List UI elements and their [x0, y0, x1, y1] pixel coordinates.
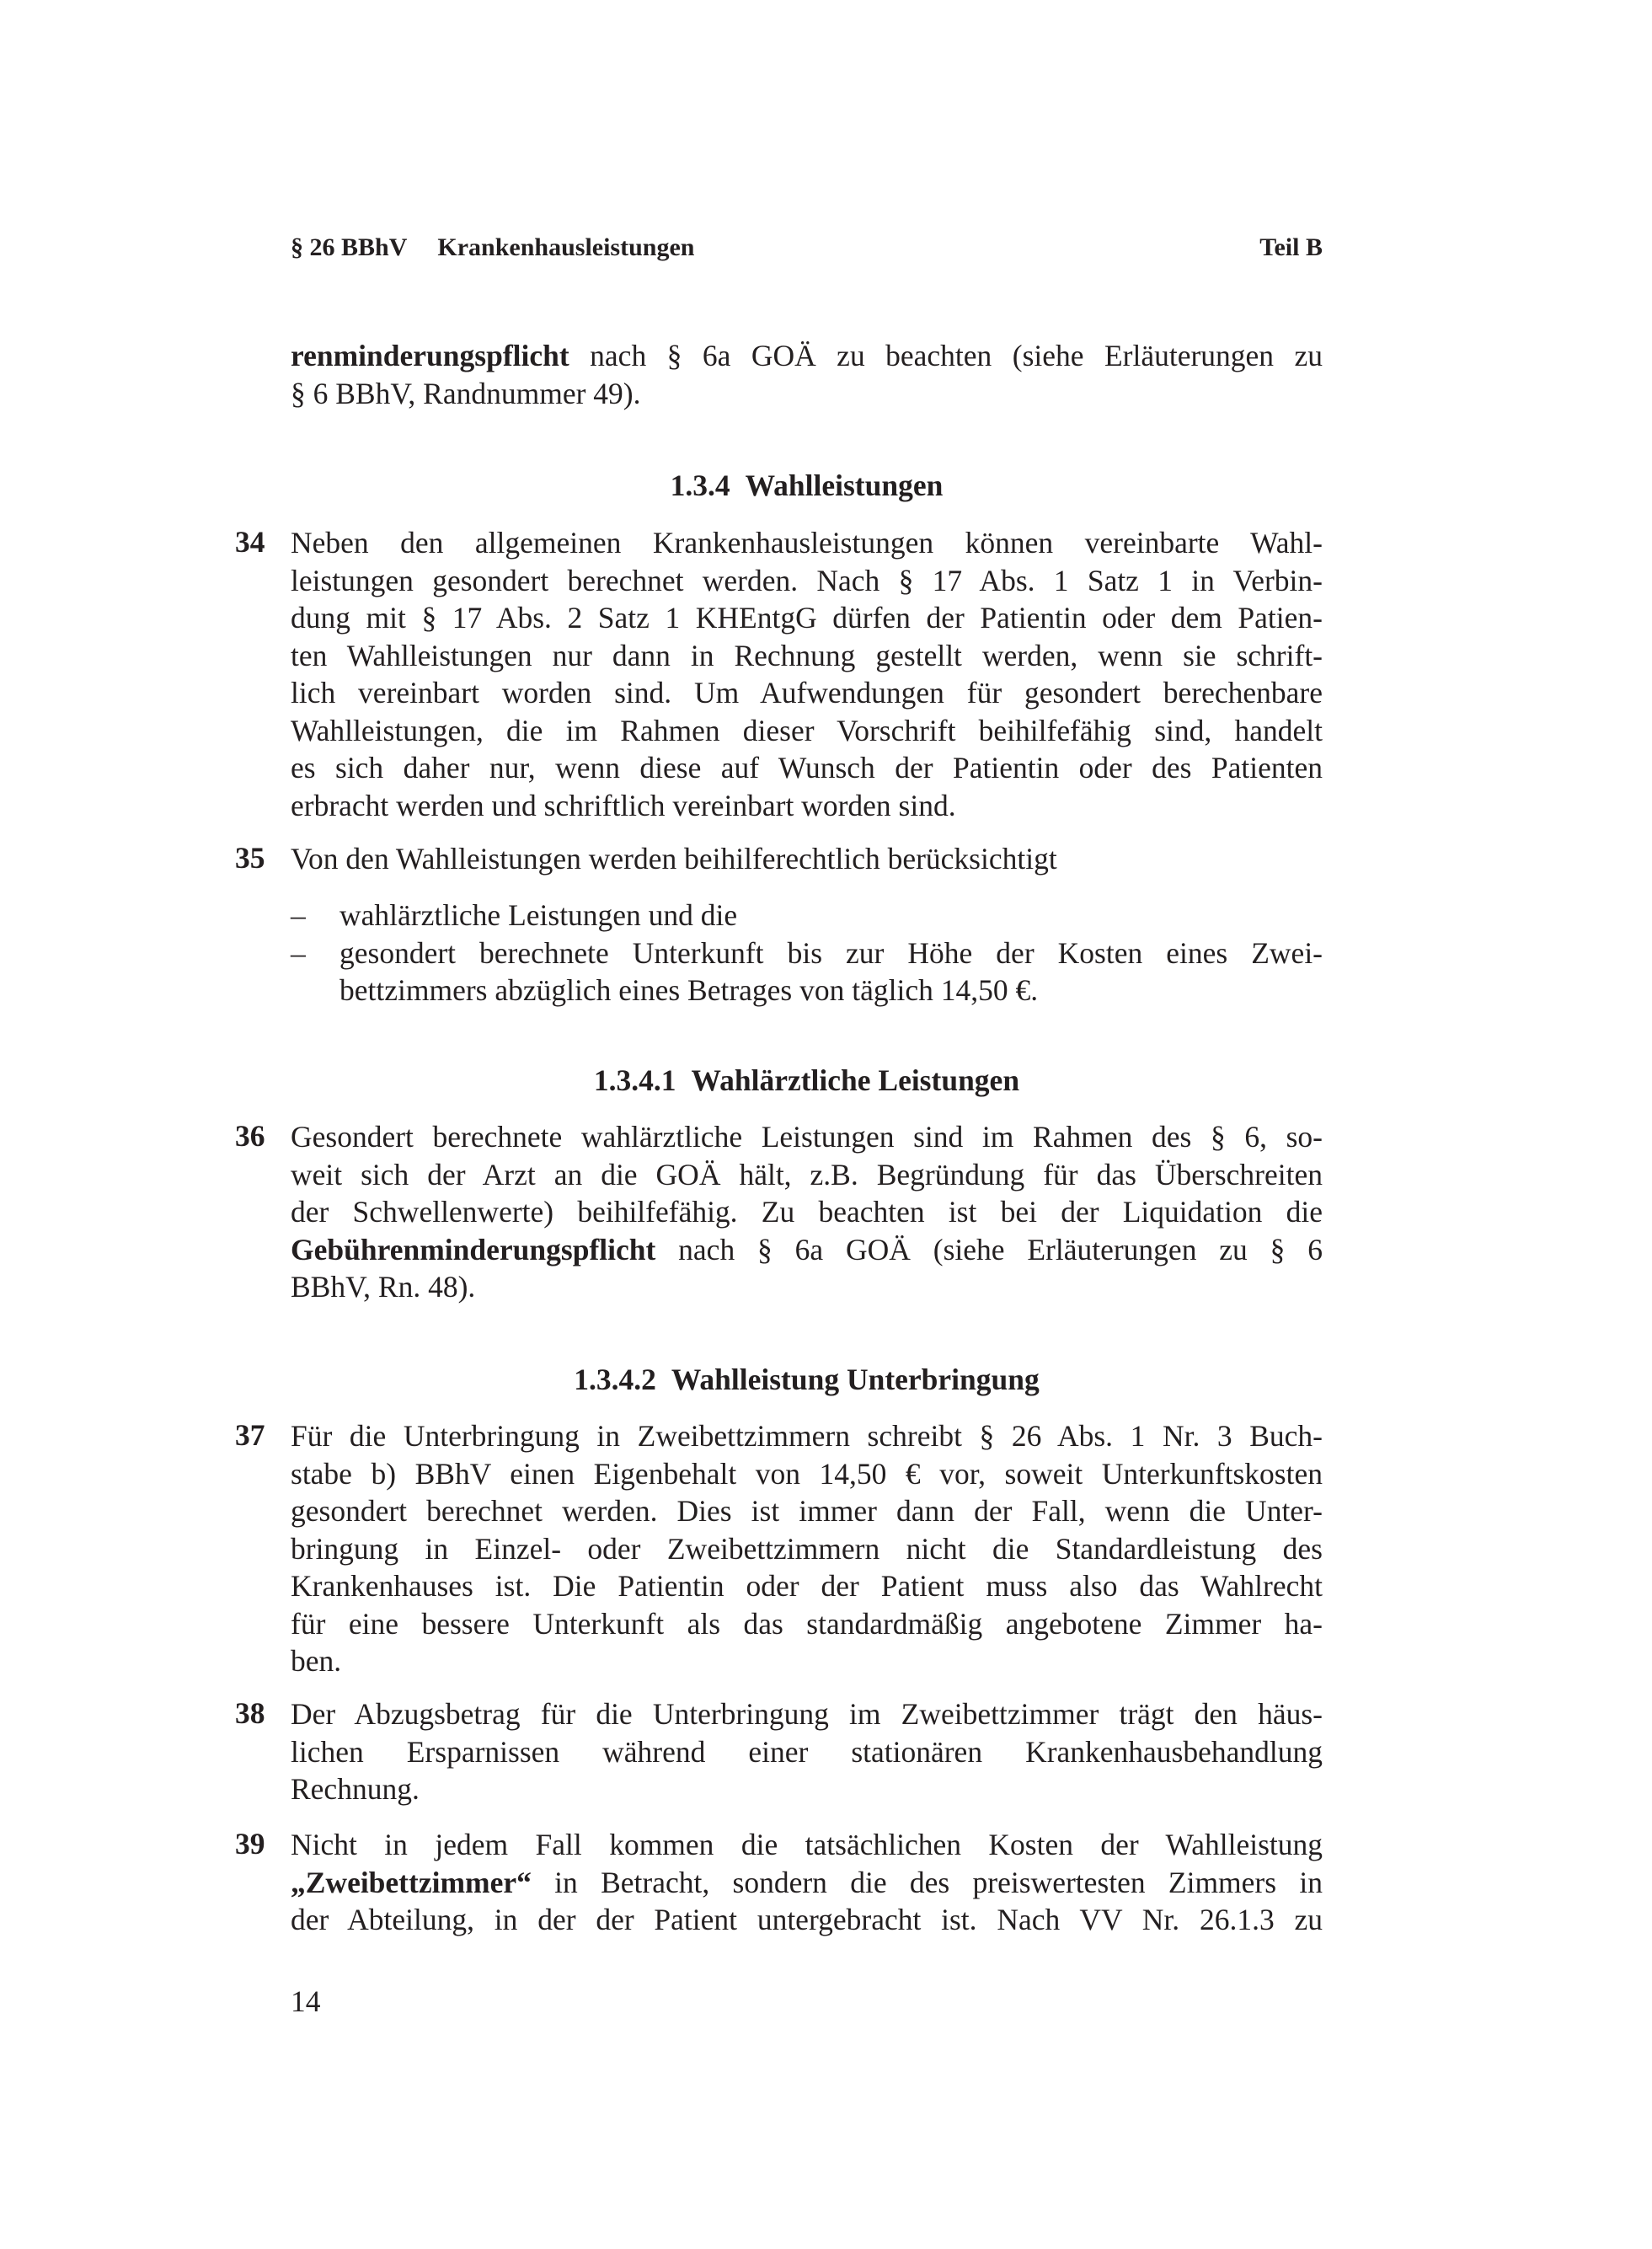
text-run: lich vereinbart worden sind. Um Aufwendungen für gesondert berechenbare — [291, 676, 1323, 710]
heading-title: Wahlärztliche Leistungen — [691, 1063, 1020, 1097]
text-line — [291, 840, 1323, 878]
section-heading-1-3-4-2 — [291, 1361, 1323, 1399]
text-run: BBhV, Rn. 48). — [291, 1270, 476, 1304]
text-line — [291, 1530, 1323, 1568]
margin-number: 36 — [235, 1119, 265, 1153]
heading-title: Wahlleistungen — [745, 469, 944, 502]
paragraph-body — [291, 1118, 1323, 1306]
text-line — [291, 787, 1323, 825]
text-run: Krankenhauses ist. Die Patientin oder der Patient muss also das Wahlrecht — [291, 1569, 1323, 1603]
paragraph-body — [291, 1417, 1323, 1680]
section-heading-1-3-4-1 — [291, 1062, 1323, 1100]
running-head-left — [291, 233, 1323, 263]
text-run: Neben den allgemeinen Krankenhausleistungen können vereinbarte Wahl- — [291, 526, 1323, 560]
heading-number: 1.3.4 — [670, 469, 730, 502]
margin-number: 34 — [235, 525, 265, 559]
paragraph-body — [291, 840, 1323, 878]
paragraph-36 — [235, 1118, 1323, 1306]
text-line — [291, 1770, 1323, 1808]
bold-text: Gebührenminderungspflicht — [291, 1232, 656, 1266]
text-line — [291, 712, 1323, 750]
text-run: Für die Unterbringung in Zweibettzimmern schreibt § 26 Abs. 1 Nr. 3 Buch- — [291, 1419, 1323, 1453]
text-line — [291, 1268, 1323, 1306]
running-head-title: Krankenhausleistungen — [437, 233, 695, 261]
text-line — [291, 749, 1323, 787]
text-line — [291, 1901, 1323, 1939]
text-run: bringung in Einzel- oder Zweibettzimmern nicht die Standardleistung des — [291, 1531, 1323, 1566]
text-line — [291, 1193, 1323, 1231]
text-run: dung mit § 17 Abs. 2 Satz 1 KHEntgG dürfen der Patientin oder dem Patien- — [291, 601, 1323, 635]
paragraph-body — [291, 524, 1323, 824]
text-run: Von den Wahlleistungen werden beihilferechtlich berücksichtigt — [291, 842, 1057, 876]
text-run: Nicht in jedem Fall kommen die tatsächlichen Kosten der Wahlleistung — [291, 1828, 1323, 1861]
text-line — [291, 599, 1323, 637]
text-line — [291, 1118, 1323, 1156]
running-head-section: § 26 BBhV — [291, 233, 408, 261]
running-head-part: Teil B — [1259, 233, 1323, 261]
list-item-line: wahlärztliche Leistungen und die — [339, 898, 738, 932]
heading-number: 1.3.4.2 — [574, 1363, 656, 1396]
list-item-line: gesondert berechnete Unterkunft bis zur Höhe der Kosten eines Zwei- — [339, 935, 1323, 970]
text-line — [291, 1733, 1323, 1771]
heading-title: Wahlleistung Unterbringung — [671, 1363, 1040, 1396]
text-run: Der Abzugsbetrag für die Unterbringung im Zweibettzimmer trägt den häus- — [291, 1697, 1323, 1731]
list-item — [291, 897, 1323, 934]
text-run: Gesondert berechnete wahlärztliche Leistungen sind im Rahmen des § 6, so- — [291, 1120, 1323, 1154]
text-run: der Abteilung, in der der Patient untergebracht ist. Nach VV Nr. 26.1.3 zu — [291, 1903, 1323, 1936]
text-line — [291, 1695, 1323, 1733]
text-run: stabe b) BBhV einen Eigenbehalt von 14,50 € vor, soweit Unterkunftskosten — [291, 1456, 1323, 1491]
bullet-list — [291, 897, 1323, 1009]
text-line — [291, 1492, 1323, 1530]
text-run: der Schwellenwerte) beihilfefähig. Zu beachten ist bei der Liquidation die — [291, 1195, 1323, 1229]
text-run: ben. — [291, 1644, 342, 1678]
text-line — [291, 1826, 1323, 1864]
text-line — [291, 1417, 1323, 1455]
heading-number: 1.3.4.1 — [593, 1063, 676, 1097]
paragraph-38 — [235, 1695, 1323, 1808]
text-line — [291, 1156, 1323, 1194]
list-item — [291, 934, 1323, 1009]
text-run: für eine bessere Unterkunft als das standardmäßig angebotene Zimmer ha- — [291, 1606, 1323, 1641]
text-line — [291, 375, 1323, 413]
text-line — [291, 1455, 1323, 1493]
text-run: es sich daher nur, wenn diese auf Wunsch der Patientin oder des Patienten — [291, 751, 1323, 784]
paragraph-body — [291, 1826, 1323, 1939]
bold-text: „Zweibettzimmer“ — [291, 1865, 532, 1899]
running-head — [291, 233, 1323, 263]
text-line — [291, 674, 1323, 712]
text-line — [291, 1567, 1323, 1605]
section-heading-1-3-4 — [291, 467, 1323, 505]
text-line — [291, 1642, 1323, 1680]
text-run: in Betracht, sondern die des preiswertesten Zimmers in — [531, 1865, 1323, 1899]
paragraph-34 — [235, 524, 1323, 824]
text-run: nach § 6a GOÄ (siehe Erläuterungen zu § 6 — [655, 1232, 1323, 1266]
text-run: Wahlleistungen, die im Rahmen dieser Vorschrift beihilfefähig sind, handelt — [291, 713, 1323, 747]
intro-text — [291, 337, 1323, 412]
text-run: ten Wahlleistungen nur dann in Rechnung gestellt werden, wenn sie schrift- — [291, 638, 1323, 672]
text-run: lichen Ersparnissen während einer stationären Krankenhausbehandlung — [291, 1734, 1323, 1769]
paragraph-body — [291, 1695, 1323, 1808]
dash-bullet: – — [291, 898, 306, 932]
text-line — [291, 562, 1323, 600]
text-run: erbracht werden und schriftlich vereinbart worden sind. — [291, 788, 956, 822]
paragraph-35 — [235, 840, 1323, 878]
margin-number: 35 — [235, 841, 265, 875]
dash-bullet: – — [291, 935, 306, 970]
text-line — [291, 1231, 1323, 1269]
paragraph-37 — [235, 1417, 1323, 1680]
text-run: § 6 BBhV, Randnummer 49). — [291, 376, 641, 410]
margin-number: 38 — [235, 1696, 265, 1730]
margin-number: 39 — [235, 1827, 265, 1861]
page-number: 14 — [291, 1984, 321, 2018]
text-line — [291, 637, 1323, 675]
text-run: nach § 6a GOÄ zu beachten (siehe Erläuterungen zu — [569, 339, 1323, 372]
text-line — [291, 1864, 1323, 1902]
margin-number: 37 — [235, 1418, 265, 1452]
bold-text: renminderungspflicht — [291, 339, 569, 372]
paragraph-39 — [235, 1826, 1323, 1939]
text-line — [291, 1605, 1323, 1643]
text-run: weit sich der Arzt an die GOÄ hält, z.B. Begründung für das Überschreiten — [291, 1157, 1323, 1191]
text-run: leistungen gesondert berechnet werden. Nach § 17 Abs. 1 Satz 1 in Verbin- — [291, 563, 1323, 597]
list-item-line: bettzimmers abzüglich eines Betrages von täglich 14,50 €. — [339, 973, 1039, 1007]
text-run: Rechnung. — [291, 1772, 420, 1806]
text-line — [291, 337, 1323, 375]
text-line — [291, 524, 1323, 562]
text-run: gesondert berechnet werden. Dies ist immer dann der Fall, wenn die Unter- — [291, 1494, 1323, 1528]
